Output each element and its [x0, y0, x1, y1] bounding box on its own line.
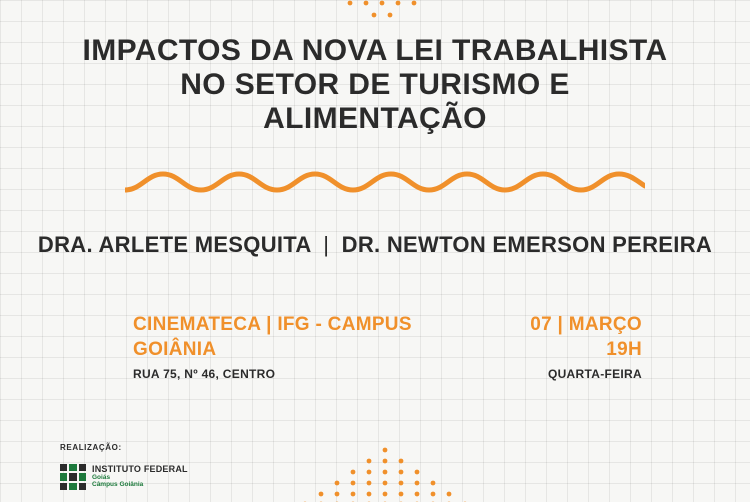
dotted-triangle-bottom-icon	[280, 446, 490, 502]
event-weekday: QUARTA-FEIRA	[547, 367, 642, 381]
title-line-1: IMPACTOS DA NOVA LEI TRABALHISTA	[82, 34, 668, 67]
event-date: 07 | MARÇO	[530, 314, 642, 335]
wave-icon	[125, 168, 645, 202]
venue-line-2: GOIÂNIA	[133, 339, 217, 360]
speaker-one: DRA. ARLETE MESQUITA	[37, 232, 311, 257]
location-block	[133, 312, 412, 381]
page-title	[0, 34, 750, 136]
event-time: 19H	[606, 339, 642, 360]
title-line-2: NO SETOR DE TURISMO E	[180, 68, 570, 101]
schedule-block	[530, 312, 642, 381]
speaker-two: DR. NEWTON EMERSON PEREIRA	[341, 232, 713, 257]
venue-line-1: CINEMATECA | IFG - CAMPUS	[133, 314, 412, 335]
logo-title: INSTITUTO FEDERAL	[92, 464, 188, 475]
wave-divider	[125, 168, 645, 202]
credits-label: REALIZAÇÃO:	[60, 443, 122, 452]
logo-subtitle-state: Goiás	[92, 473, 111, 481]
dotted-triangle-top-icon	[300, 0, 470, 18]
venue-address: RUA 75, Nº 46, CENTRO	[133, 367, 276, 381]
credits-block	[60, 443, 188, 490]
instituto-federal-mark-icon	[60, 464, 86, 490]
title-line-3: ALIMENTAÇÃO	[263, 102, 487, 135]
speakers	[0, 232, 750, 258]
speaker-separator: |	[323, 232, 330, 257]
institution-logo	[60, 464, 188, 490]
logo-subtitle-campus: Câmpus Goiânia	[92, 480, 144, 488]
